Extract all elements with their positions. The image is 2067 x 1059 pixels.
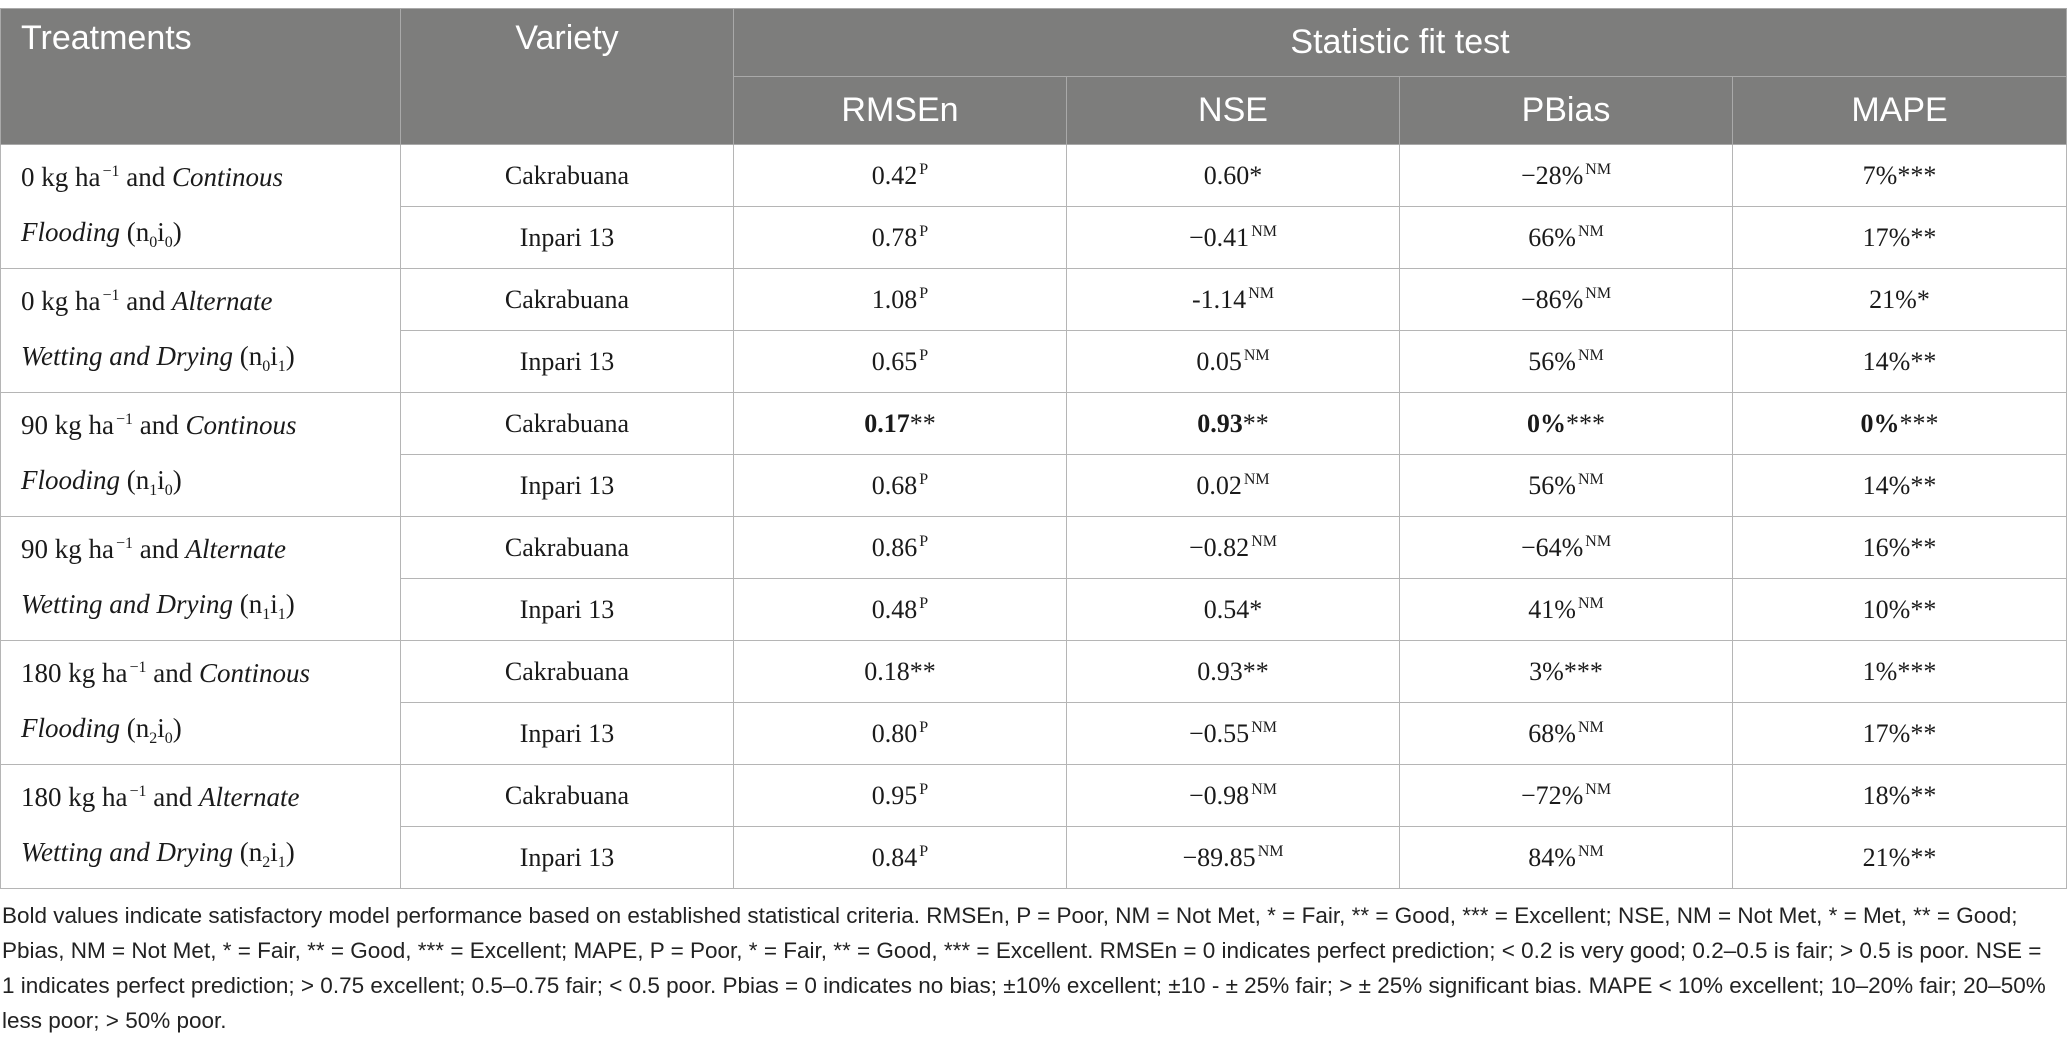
mape-cell bbox=[1733, 331, 2067, 393]
treatment-line-1 bbox=[21, 648, 400, 703]
treatment-code-n-level: 1 bbox=[262, 605, 271, 623]
treatment-line-2 bbox=[21, 455, 400, 510]
rmsen-cell bbox=[734, 579, 1067, 641]
mape-cell bbox=[1733, 207, 2067, 269]
mape-cell-value: 21%* bbox=[1869, 284, 1930, 314]
nse-cell-rating: NM bbox=[1248, 284, 1274, 302]
treatment-code-i-level: 1 bbox=[277, 853, 286, 871]
treatment-code: $(n_2i_1)$ bbox=[233, 836, 295, 871]
nse-cell-rating: NM bbox=[1251, 718, 1277, 736]
rmsen-cell-value: 0.42 bbox=[871, 160, 918, 190]
mape-cell bbox=[1733, 393, 2067, 455]
nse-cell bbox=[1067, 269, 1400, 331]
pbias-cell bbox=[1400, 269, 1733, 331]
treatment-line-1 bbox=[21, 524, 400, 579]
nse-cell bbox=[1067, 145, 1400, 207]
nse-cell bbox=[1067, 765, 1400, 827]
table-row bbox=[1, 145, 2067, 207]
nse-cell-value: −0.82 bbox=[1189, 532, 1250, 562]
treatment-and: and bbox=[146, 657, 199, 688]
treatment-code: $(n_1i_1)$ bbox=[233, 588, 295, 623]
variety-cell: Cakrabuana bbox=[401, 517, 734, 579]
table-wrapper bbox=[0, 8, 2066, 889]
mape-cell bbox=[1733, 641, 2067, 703]
treatment-code-n-level: 2 bbox=[262, 853, 271, 871]
rmsen-cell-value: 0.48 bbox=[871, 594, 918, 624]
treatment-dose-exponent: −1 bbox=[102, 162, 120, 180]
pbias-cell-rating: NM bbox=[1577, 718, 1604, 736]
table-body bbox=[1, 145, 2067, 889]
rmsen-cell-rating: P bbox=[919, 346, 929, 364]
treatment-code-i: i bbox=[270, 588, 278, 619]
treatment-code-i: i bbox=[157, 712, 165, 743]
treatment-and: and bbox=[133, 533, 186, 564]
treatment-line-2 bbox=[21, 827, 400, 882]
nse-cell-value: 0.54* bbox=[1203, 594, 1263, 624]
treatment-code-n: n bbox=[135, 464, 150, 495]
pbias-cell-rating: NM bbox=[1577, 470, 1604, 488]
treatment-code-n-level: 0 bbox=[149, 233, 158, 251]
rmsen-cell-value: 0.65 bbox=[871, 346, 918, 376]
nse-cell bbox=[1067, 393, 1400, 455]
table-row bbox=[1, 393, 2067, 455]
pbias-cell-rating: NM bbox=[1577, 594, 1604, 612]
mape-cell-value: 0% bbox=[1860, 408, 1900, 438]
treatment-code-n: n bbox=[248, 340, 263, 371]
rmsen-cell bbox=[734, 641, 1067, 703]
treatment-code: $(n_0i_1)$ bbox=[233, 340, 295, 375]
treatment-line-1 bbox=[21, 772, 400, 827]
treatment-dose: 180 kg ha bbox=[21, 781, 128, 812]
header-rmsen: RMSEn bbox=[734, 77, 1067, 145]
rmsen-cell-rating: ** bbox=[909, 408, 936, 438]
rmsen-cell-rating: P bbox=[919, 594, 929, 612]
table-row bbox=[1, 517, 2067, 579]
rmsen-cell-value: 0.78 bbox=[871, 222, 918, 252]
pbias-cell bbox=[1400, 827, 1733, 889]
mape-cell-value: 21%** bbox=[1862, 842, 1937, 872]
treatment-code-i: i bbox=[270, 340, 278, 371]
variety-cell: Cakrabuana bbox=[401, 641, 734, 703]
rmsen-cell bbox=[734, 331, 1067, 393]
rmsen-cell-value: 0.18** bbox=[864, 656, 936, 686]
treatment-code-n: n bbox=[135, 216, 150, 247]
rmsen-cell bbox=[734, 455, 1067, 517]
nse-cell-rating: NM bbox=[1251, 780, 1277, 798]
pbias-cell bbox=[1400, 703, 1733, 765]
mape-cell-rating: *** bbox=[1899, 408, 1939, 438]
table-row bbox=[1, 641, 2067, 703]
rmsen-cell bbox=[734, 207, 1067, 269]
treatment-water-regime-cont: Flooding bbox=[21, 712, 120, 743]
pbias-cell bbox=[1400, 207, 1733, 269]
nse-cell-rating: ** bbox=[1242, 408, 1269, 438]
rmsen-cell-rating: P bbox=[919, 780, 929, 798]
mape-cell-value: 17%** bbox=[1862, 718, 1937, 748]
treatment-and: and bbox=[133, 409, 186, 440]
nse-cell bbox=[1067, 517, 1400, 579]
table-header bbox=[1, 9, 2067, 145]
treatment-water-regime: Alternate bbox=[172, 285, 273, 316]
treatment-cell bbox=[1, 393, 401, 517]
variety-cell: Inpari 13 bbox=[401, 827, 734, 889]
treatment-code-i-level: 1 bbox=[277, 605, 286, 623]
variety-cell: Cakrabuana bbox=[401, 145, 734, 207]
treatment-line-2 bbox=[21, 703, 400, 758]
treatment-water-regime: Continous bbox=[172, 161, 284, 192]
rmsen-cell-rating: P bbox=[919, 842, 929, 860]
nse-cell-rating: NM bbox=[1251, 532, 1277, 550]
treatment-and: and bbox=[146, 781, 199, 812]
rmsen-cell-value: 0.68 bbox=[871, 470, 918, 500]
pbias-cell-rating: NM bbox=[1585, 532, 1612, 550]
pbias-cell bbox=[1400, 641, 1733, 703]
variety-cell: Inpari 13 bbox=[401, 579, 734, 641]
mape-cell bbox=[1733, 517, 2067, 579]
nse-cell-value: 0.93 bbox=[1197, 408, 1243, 438]
pbias-cell-value: −28% bbox=[1520, 160, 1584, 190]
treatment-dose: 90 kg ha bbox=[21, 533, 114, 564]
treatment-dose: 180 kg ha bbox=[21, 657, 128, 688]
variety-cell: Inpari 13 bbox=[401, 455, 734, 517]
table-row bbox=[1, 269, 2067, 331]
mape-cell bbox=[1733, 269, 2067, 331]
header-statistic-fit-test: Statistic fit test bbox=[734, 9, 2067, 77]
nse-cell bbox=[1067, 579, 1400, 641]
nse-cell bbox=[1067, 207, 1400, 269]
rmsen-cell-rating: P bbox=[919, 718, 929, 736]
treatment-water-regime-cont: Flooding bbox=[21, 216, 120, 247]
treatment-code: $(n_0i_0)$ bbox=[120, 216, 182, 251]
nse-cell-value: −0.98 bbox=[1189, 780, 1250, 810]
nse-cell-rating: NM bbox=[1251, 222, 1277, 240]
mape-cell-value: 14%** bbox=[1862, 346, 1937, 376]
pbias-cell-value: 68% bbox=[1528, 718, 1576, 748]
mape-cell-value: 18%** bbox=[1862, 780, 1937, 810]
pbias-cell bbox=[1400, 331, 1733, 393]
pbias-cell-value: 56% bbox=[1528, 470, 1576, 500]
treatment-dose-exponent: −1 bbox=[129, 658, 147, 676]
mape-cell-value: 17%** bbox=[1862, 222, 1937, 252]
treatment-code-i-level: 0 bbox=[164, 729, 173, 747]
pbias-cell bbox=[1400, 145, 1733, 207]
treatment-water-regime-cont: Wetting and Drying bbox=[21, 836, 233, 867]
variety-cell: Inpari 13 bbox=[401, 207, 734, 269]
treatment-code-i: i bbox=[270, 836, 278, 867]
table-footnote: Bold values indicate satisfactory model performance based on established statistical criteria. RMSEn, P = Poor, NM = Not Met, * = Fair, ** = Good, *** = Excellent; NSE, NM = Not Met, * = Met, ** = Good; Pbias, NM = Not Met, * = Fair, ** = Good, *** = Excellent; MAPE, P = Poor, * = Fair, ** = Good, *** = Excellent. RMSEn = 0 indicates perfect prediction; < 0.2 is very good; 0.2–0.5 is fair; > 0.5 is poor. NSE = 1 indicates perfect prediction; > 0.75 excellent; 0.5–0.75 fair; < 0.5 poor. Pbias = 0 indicates no bias; ±10% excellent; ±10 - ± 25% fair; > ± 25% significant bias. MAPE < 10% excellent; 10–20% fair; 20–50% less poor; > 50% poor. bbox=[2, 903, 2046, 1033]
pbias-cell-value: 56% bbox=[1528, 346, 1576, 376]
pbias-cell bbox=[1400, 765, 1733, 827]
treatment-water-regime: Continous bbox=[185, 409, 297, 440]
pbias-cell-rating: *** bbox=[1566, 408, 1605, 438]
treatment-cell bbox=[1, 765, 401, 889]
rmsen-cell bbox=[734, 827, 1067, 889]
variety-cell: Inpari 13 bbox=[401, 331, 734, 393]
treatment-dose: 90 kg ha bbox=[21, 409, 114, 440]
treatment-water-regime-cont: Flooding bbox=[21, 464, 120, 495]
nse-cell bbox=[1067, 331, 1400, 393]
rmsen-cell bbox=[734, 765, 1067, 827]
treatment-code-n: n bbox=[248, 588, 263, 619]
treatment-line-1 bbox=[21, 400, 400, 455]
treatment-code: $(n_2i_0)$ bbox=[120, 712, 182, 747]
treatment-line-2 bbox=[21, 207, 400, 262]
treatment-water-regime: Continous bbox=[199, 657, 311, 688]
nse-cell-value: -1.14 bbox=[1192, 284, 1247, 314]
pbias-cell-rating: NM bbox=[1577, 222, 1604, 240]
treatment-dose-exponent: −1 bbox=[129, 782, 147, 800]
variety-cell: Cakrabuana bbox=[401, 269, 734, 331]
nse-cell-rating: NM bbox=[1243, 470, 1270, 488]
rmsen-cell bbox=[734, 145, 1067, 207]
nse-cell-value: 0.60* bbox=[1203, 160, 1263, 190]
nse-cell-value: 0.05 bbox=[1196, 346, 1242, 376]
nse-cell-value: −0.41 bbox=[1189, 222, 1250, 252]
nse-cell-value: −89.85 bbox=[1182, 842, 1256, 872]
pbias-cell-value: 66% bbox=[1528, 222, 1576, 252]
rmsen-cell bbox=[734, 393, 1067, 455]
nse-cell-rating: NM bbox=[1257, 842, 1284, 860]
nse-cell bbox=[1067, 703, 1400, 765]
treatment-code-n: n bbox=[135, 712, 150, 743]
rmsen-cell-value: 0.80 bbox=[871, 718, 918, 748]
mape-cell bbox=[1733, 579, 2067, 641]
pbias-cell-value: 41% bbox=[1528, 594, 1576, 624]
mape-cell-value: 16%** bbox=[1862, 532, 1937, 562]
nse-cell bbox=[1067, 455, 1400, 517]
mape-cell-value: 1%*** bbox=[1862, 656, 1937, 686]
treatment-water-regime-cont: Wetting and Drying bbox=[21, 340, 233, 371]
treatment-water-regime: Alternate bbox=[199, 781, 300, 812]
nse-cell-rating: NM bbox=[1243, 346, 1270, 364]
header-variety: Variety bbox=[401, 9, 734, 145]
pbias-cell-value: 84% bbox=[1528, 842, 1576, 872]
rmsen-cell-rating: P bbox=[919, 470, 929, 488]
header-treatments: Treatments bbox=[1, 9, 401, 145]
treatment-code-i-level: 1 bbox=[277, 357, 286, 375]
nse-cell-value: 0.02 bbox=[1196, 470, 1242, 500]
treatment-code-n-level: 2 bbox=[149, 729, 158, 747]
treatment-dose-exponent: −1 bbox=[115, 534, 134, 552]
rmsen-cell-value: 0.17 bbox=[864, 408, 910, 438]
variety-cell: Cakrabuana bbox=[401, 765, 734, 827]
treatment-dose: 0 kg ha bbox=[21, 161, 101, 192]
treatment-code-n-level: 1 bbox=[149, 481, 158, 499]
mape-cell bbox=[1733, 765, 2067, 827]
rmsen-cell bbox=[734, 269, 1067, 331]
variety-cell: Cakrabuana bbox=[401, 393, 734, 455]
treatment-line-2 bbox=[21, 579, 400, 634]
table-row bbox=[1, 765, 2067, 827]
rmsen-cell bbox=[734, 517, 1067, 579]
pbias-cell bbox=[1400, 393, 1733, 455]
rmsen-cell-rating: P bbox=[919, 160, 929, 178]
treatment-dose: 0 kg ha bbox=[21, 285, 101, 316]
rmsen-cell-rating: P bbox=[919, 222, 929, 240]
header-mape: MAPE bbox=[1733, 77, 2067, 145]
pbias-cell-value: 3%*** bbox=[1529, 656, 1603, 686]
pbias-cell bbox=[1400, 455, 1733, 517]
pbias-cell-value: −72% bbox=[1520, 780, 1584, 810]
rmsen-cell-value: 1.08 bbox=[871, 284, 918, 314]
treatment-cell bbox=[1, 517, 401, 641]
pbias-cell-value: 0% bbox=[1527, 408, 1566, 438]
rmsen-cell bbox=[734, 703, 1067, 765]
treatment-cell bbox=[1, 145, 401, 269]
rmsen-cell-rating: P bbox=[919, 532, 929, 550]
treatment-and: and bbox=[119, 161, 172, 192]
pbias-cell-value: −86% bbox=[1520, 284, 1584, 314]
mape-cell bbox=[1733, 703, 2067, 765]
treatment-dose-exponent: −1 bbox=[115, 410, 134, 428]
nse-cell-value: −0.55 bbox=[1189, 718, 1250, 748]
pbias-cell bbox=[1400, 517, 1733, 579]
mape-cell bbox=[1733, 827, 2067, 889]
pbias-cell-rating: NM bbox=[1577, 346, 1604, 364]
pbias-cell-value: −64% bbox=[1520, 532, 1584, 562]
pbias-cell bbox=[1400, 579, 1733, 641]
treatment-cell bbox=[1, 269, 401, 393]
pbias-cell-rating: NM bbox=[1585, 160, 1612, 178]
treatment-code-i-level: 0 bbox=[164, 481, 173, 499]
nse-cell bbox=[1067, 641, 1400, 703]
mape-cell bbox=[1733, 455, 2067, 517]
treatment-line-1 bbox=[21, 276, 400, 331]
treatment-line-1 bbox=[21, 152, 400, 207]
treatment-water-regime-cont: Wetting and Drying bbox=[21, 588, 233, 619]
rmsen-cell-value: 0.86 bbox=[871, 532, 918, 562]
treatment-code-i: i bbox=[157, 216, 165, 247]
header-nse: NSE bbox=[1067, 77, 1400, 145]
rmsen-cell-value: 0.95 bbox=[871, 780, 918, 810]
mape-cell-value: 7%*** bbox=[1862, 160, 1937, 190]
pbias-cell-rating: NM bbox=[1577, 842, 1604, 860]
mape-cell-value: 14%** bbox=[1862, 470, 1937, 500]
mape-cell-value: 10%** bbox=[1862, 594, 1937, 624]
treatment-line-2 bbox=[21, 331, 400, 386]
treatment-code-i: i bbox=[157, 464, 165, 495]
treatment-code-i-level: 0 bbox=[164, 233, 173, 251]
rmsen-cell-rating: P bbox=[919, 284, 929, 302]
rmsen-cell-value: 0.84 bbox=[871, 842, 918, 872]
treatment-cell bbox=[1, 641, 401, 765]
variety-cell: Inpari 13 bbox=[401, 703, 734, 765]
treatment-water-regime: Alternate bbox=[185, 533, 286, 564]
treatment-and: and bbox=[119, 285, 172, 316]
statistics-table bbox=[0, 8, 2067, 889]
nse-cell-value: 0.93** bbox=[1197, 656, 1269, 686]
pbias-cell-rating: NM bbox=[1585, 780, 1612, 798]
treatment-code: $(n_1i_0)$ bbox=[120, 464, 182, 499]
treatment-code-n-level: 0 bbox=[262, 357, 271, 375]
treatment-code-n: n bbox=[248, 836, 263, 867]
nse-cell bbox=[1067, 827, 1400, 889]
treatment-dose-exponent: −1 bbox=[102, 286, 120, 304]
mape-cell bbox=[1733, 145, 2067, 207]
header-pbias: PBias bbox=[1400, 77, 1733, 145]
pbias-cell-rating: NM bbox=[1585, 284, 1612, 302]
